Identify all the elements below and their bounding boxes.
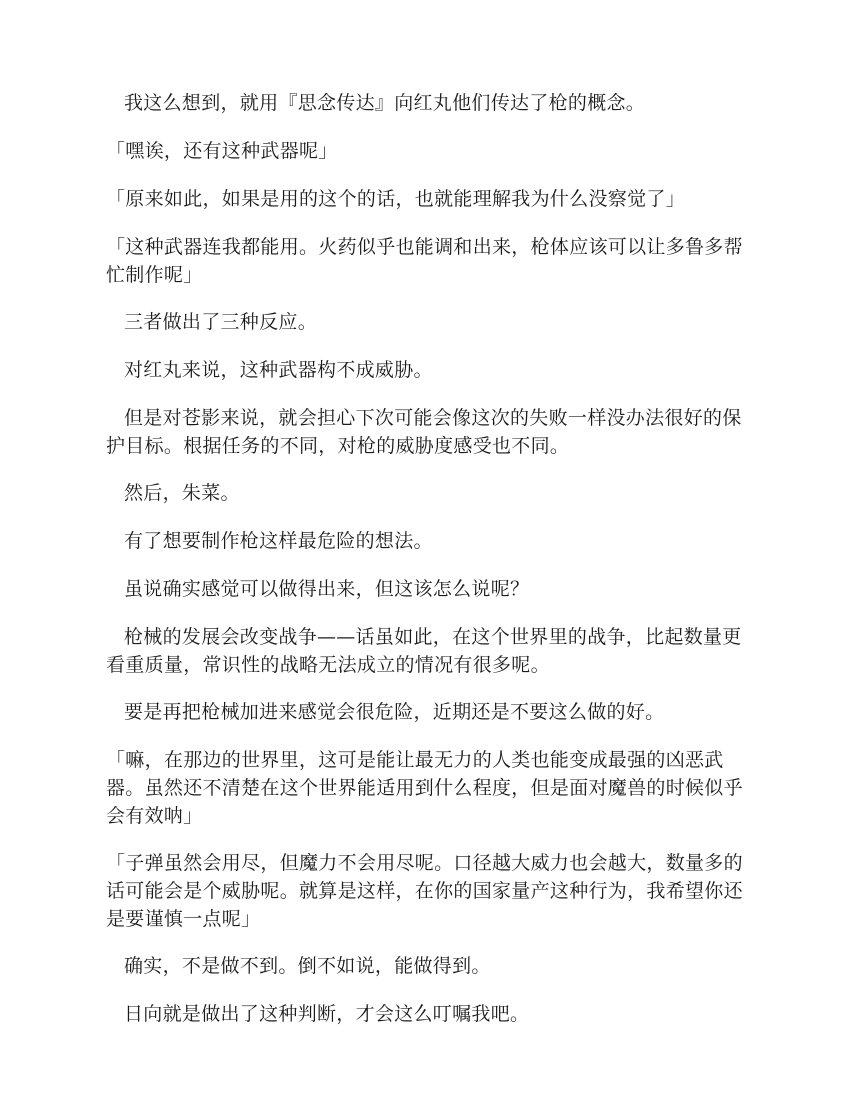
- paragraph-14: 「子弹虽然会用尽，但魔力不会用尽呢。口径越大威力也会越大，数量多的话可能会是个威胁呢。就算是这样，在你的国家量产这种行为，我希望你还是要谨慎一点呢」: [106, 852, 743, 930]
- paragraph-15: 确实，不是做不到。倒不如说，能做得到。: [124, 955, 491, 977]
- paragraph-4: 「这种武器连我都能用。火药似乎也能调和出来，枪体应该可以让多鲁多帮忙制作呢」: [106, 236, 743, 286]
- paragraph-7: 但是对苍影来说，就会担心下次可能会像这次的失败一样没办法很好的保护目标。根据任务的不同，对枪的威胁度感受也不同。: [106, 407, 742, 457]
- paragraph-13: 「嘛，在那边的世界里，这可是能让最无力的人类也能变成最强的凶恶武器。虽然还不清楚在这个世界能适用到什么程度，但是面对魔兽的时候似乎会有效呐」: [106, 749, 743, 827]
- paragraph-6: 对红丸来说，这种武器构不成威胁。: [124, 359, 433, 381]
- paragraph-3: 「原来如此，如果是用的这个的话，也就能理解我为什么没察觉了」: [106, 188, 686, 210]
- paragraph-1: 我这么想到，就用『思念传达』向红丸他们传达了枪的概念。: [124, 92, 646, 114]
- paragraph-8: 然后，朱菜。: [124, 482, 240, 504]
- paragraph-11: 枪械的发展会改变战争——话虽如此，在这个世界里的战争，比起数量更看重质量，常识性的战略无法成立的情况有很多呢。: [106, 626, 742, 676]
- document-page: [106, 89, 746, 1028]
- paragraph-5: 三者做出了三种反应。: [124, 311, 318, 333]
- paragraph-10: 虽说确实感觉可以做得出来，但这该怎么说呢？: [124, 578, 530, 600]
- paragraph-2: 「嘿诶，还有这种武器呢」: [106, 140, 338, 162]
- paragraph-12: 要是再把枪械加进来感觉会很危险，近期还是不要这么做的好。: [124, 701, 665, 723]
- paragraph-9: 有了想要制作枪这样最危险的想法。: [124, 530, 433, 552]
- paragraph-16: 日向就是做出了这种判断，才会这么叮嘱我吧。: [124, 1003, 530, 1025]
